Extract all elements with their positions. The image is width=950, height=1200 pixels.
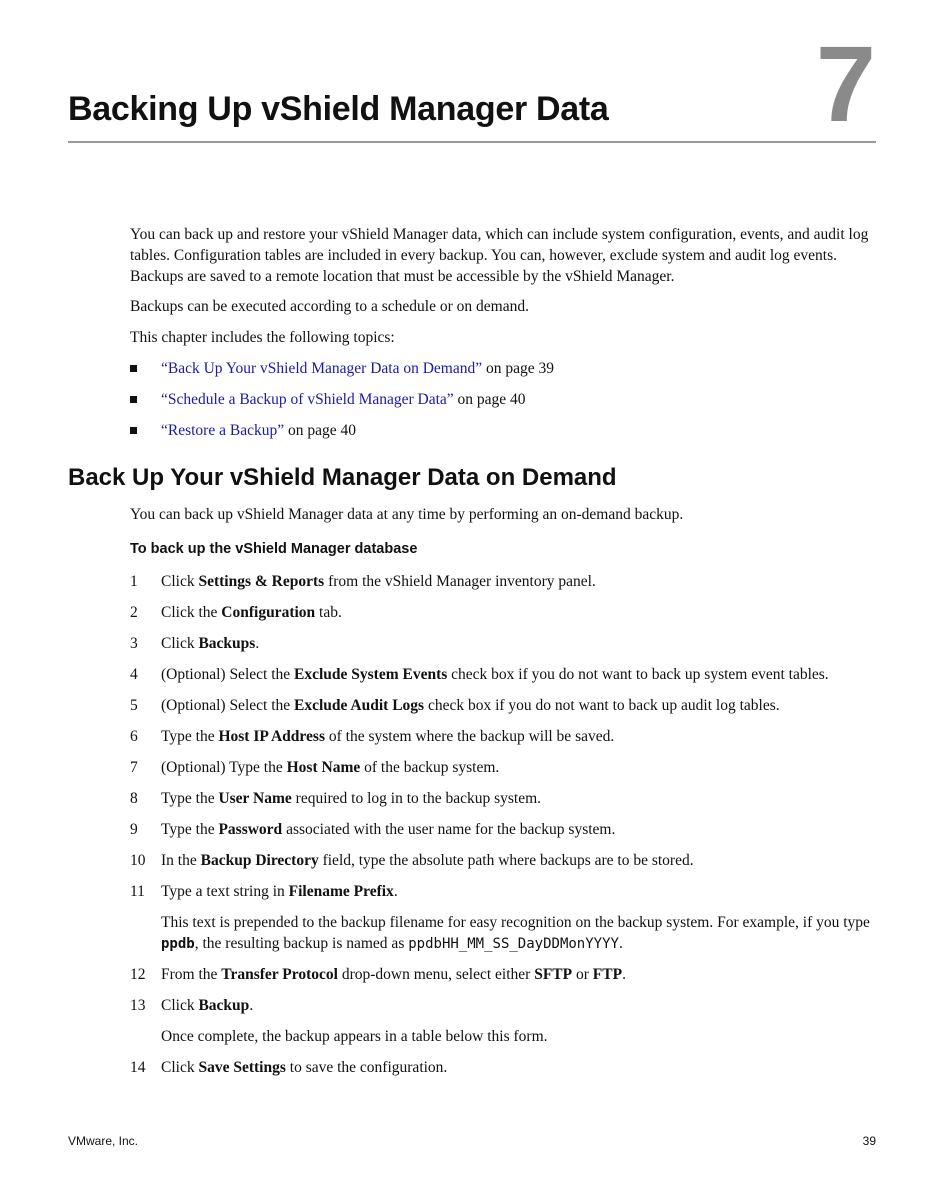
note-text: , the resulting backup is named as [194, 935, 409, 952]
step-ui-term: Backups [198, 635, 256, 652]
topic-link-restore-backup[interactable]: “Restore a Backup” [161, 422, 285, 439]
step-text: tab. [315, 604, 342, 621]
step-text: Type a text string in [161, 883, 289, 900]
step-text: check box if you do not want to back up system event tables. [447, 666, 829, 683]
step-ui-term: FTP [592, 966, 623, 983]
step-ui-term: Password [218, 821, 283, 838]
step-ui-term: Exclude System Events [294, 666, 448, 683]
bullet-square-icon [130, 396, 137, 403]
step-ui-term: SFTP [534, 966, 573, 983]
step-text: associated with the user name for the backup system. [282, 821, 616, 838]
step-ui-term: Exclude Audit Logs [294, 697, 425, 714]
step-text: Click [161, 1059, 199, 1076]
step-text: drop-down menu, select either [337, 966, 535, 983]
step-text: In the [161, 852, 201, 869]
note-text: This text is prepended to the backup filename for easy recognition on the backup system. For example, if you type [161, 914, 870, 931]
intro-schedule-text: Backups can be executed according to a schedule or on demand. [130, 298, 529, 315]
step-13-note: Once complete, the backup appears in a table below this form. [161, 1028, 548, 1045]
footer-page-number: 39 [862, 1134, 876, 1148]
step-ui-term: User Name [218, 790, 292, 807]
intro-paragraph: You can back up and restore your vShield Manager data, which can include system configuration, events, and audit log tables. Configuration tables are included in every backup. You can, however, exclude system and audit log events. Backups are saved to a remote location that must be accessible by the vShield Manager. [130, 226, 869, 285]
step-number: 7 [130, 759, 138, 776]
step-text: . [255, 635, 260, 652]
step-number: 11 [130, 883, 145, 900]
topic-link-backup-on-demand[interactable]: “Back Up Your vShield Manager Data on Demand” [161, 360, 483, 377]
step-text: (Optional) Select the [161, 666, 294, 683]
step-ui-term: Backup Directory [200, 852, 319, 869]
step-text: From the [161, 966, 222, 983]
footer-company: VMware, Inc. [68, 1134, 139, 1148]
step-ui-term: Save Settings [198, 1059, 286, 1076]
step-text: Type the [161, 821, 219, 838]
topic-page-ref: on page 39 [482, 360, 555, 377]
step-number: 9 [130, 821, 138, 838]
topic-page-ref: on page 40 [284, 422, 356, 439]
step-text: field, type the absolute path where backups are to be stored. [318, 852, 694, 869]
code-example-prefix: ppdb [161, 936, 195, 952]
bullet-square-icon [130, 427, 137, 434]
section-intro: You can back up vShield Manager data at any time by performing an on-demand backup. [130, 506, 684, 523]
step-text: . [393, 883, 398, 900]
step-number: 3 [130, 635, 138, 652]
step-text: Type the [161, 728, 219, 745]
step-ui-term: Settings & Reports [198, 573, 325, 590]
step-number: 10 [130, 852, 146, 869]
step-text: check box if you do not want to back up audit log tables. [424, 697, 780, 714]
chapter-number: 7 [815, 23, 876, 144]
procedure-title: To back up the vShield Manager database [130, 541, 418, 557]
step-ui-term: Host IP Address [218, 728, 325, 745]
step-text: (Optional) Select the [161, 697, 294, 714]
step-number: 14 [130, 1059, 146, 1076]
step-text: Type the [161, 790, 219, 807]
title-divider [68, 141, 876, 143]
step-ui-term: Filename Prefix [288, 883, 394, 900]
step-number: 2 [130, 604, 138, 621]
chapter-title: Backing Up vShield Manager Data [68, 90, 609, 128]
code-example-filename: ppdbHH_MM_SS_DayDDMonYYYY [408, 936, 619, 952]
step-text: required to log in to the backup system. [291, 790, 542, 807]
step-ui-term: Backup [198, 997, 250, 1014]
step-text: Click [161, 635, 199, 652]
step-text: Click [161, 573, 199, 590]
step-ui-term: Host Name [286, 759, 361, 776]
step-number: 13 [130, 997, 146, 1014]
bullet-square-icon [130, 365, 137, 372]
step-text: from the vShield Manager inventory panel. [324, 573, 596, 590]
step-text: or [572, 966, 593, 983]
step-ui-term: Configuration [221, 604, 316, 621]
step-text: . [622, 966, 626, 983]
step-text: Click the [161, 604, 222, 621]
step-text: (Optional) Type the [161, 759, 287, 776]
step-11-note [161, 912, 881, 955]
step-text: to save the configuration. [285, 1059, 448, 1076]
step-text: Click [161, 997, 199, 1014]
step-number: 5 [130, 697, 138, 714]
step-text: of the system where the backup will be saved. [324, 728, 615, 745]
step-text: of the backup system. [360, 759, 500, 776]
topic-link-schedule-backup[interactable]: “Schedule a Backup of vShield Manager Data” [161, 391, 454, 408]
step-ui-term: Transfer Protocol [221, 966, 338, 983]
section-heading: Back Up Your vShield Manager Data on Demand [68, 464, 617, 491]
step-number: 4 [130, 666, 138, 683]
step-number: 6 [130, 728, 138, 745]
topics-intro-text: This chapter includes the following topics: [130, 329, 395, 346]
note-text: . [618, 935, 623, 952]
step-text: . [249, 997, 254, 1014]
step-number: 12 [130, 966, 146, 983]
step-number: 1 [130, 573, 138, 590]
step-number: 8 [130, 790, 138, 807]
topic-page-ref: on page 40 [453, 391, 526, 408]
